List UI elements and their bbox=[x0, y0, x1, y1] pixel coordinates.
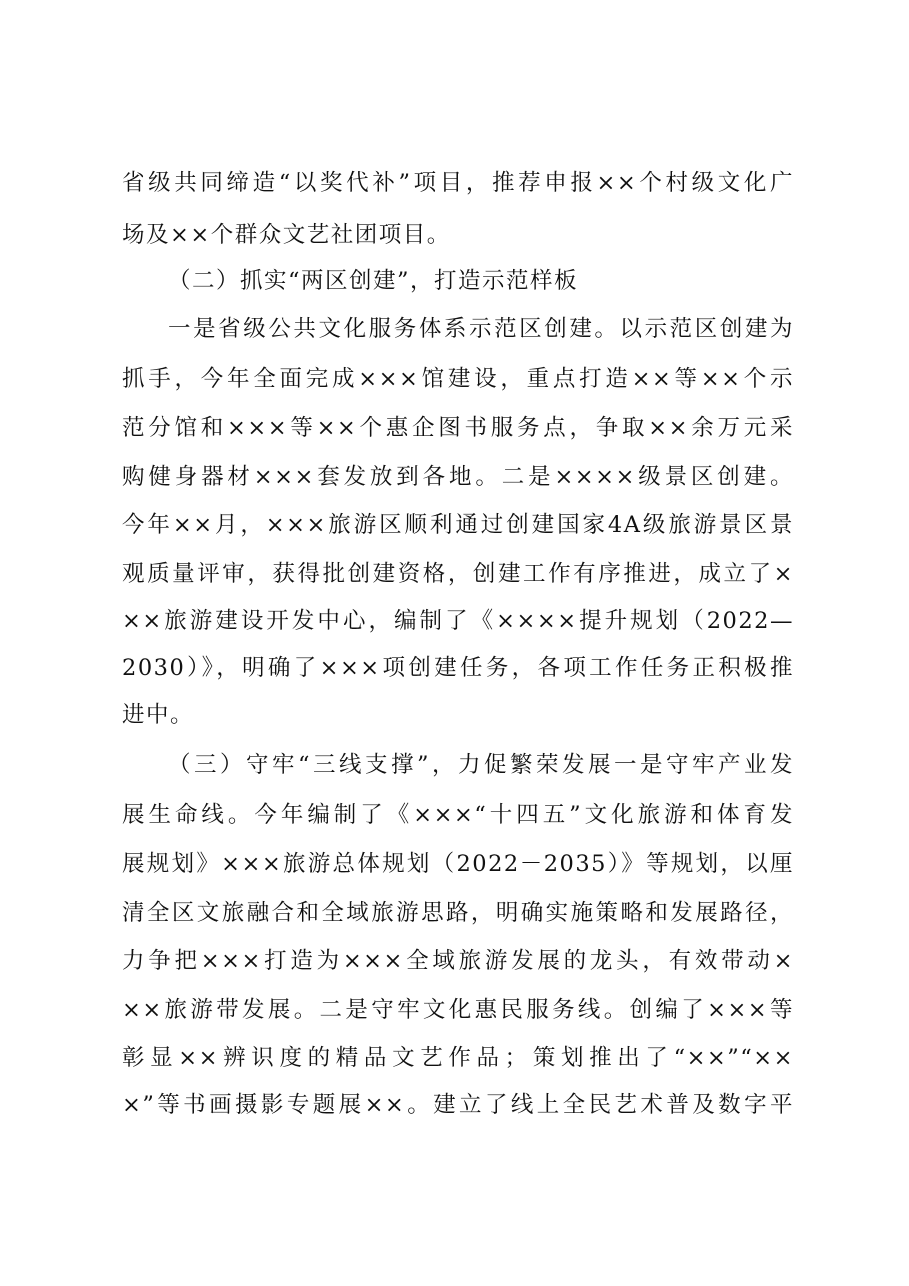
text-line-10: ××旅游建设开发中心，编制了《××××提升规划（2022— bbox=[122, 608, 794, 634]
text-line-16: 清全区文旅融合和全域旅游思路，明确实施策略和发展路径， bbox=[122, 900, 794, 926]
text-line-5: 抓手，今年全面完成×××馆建设，重点打造××等××个示 bbox=[122, 366, 794, 392]
text-line-1: 省级共同缔造“以奖代补”项目，推荐申报××个村级文化广 bbox=[122, 170, 794, 196]
text-line-2: 场及××个群众文艺社团项目。 bbox=[122, 222, 451, 248]
text-line-19: 彰显××辨识度的精品文艺作品；策划推出了“××”“×× bbox=[122, 1045, 794, 1071]
text-line-20: ×”等书画摄影专题展××。建立了线上全民艺术普及数字平 bbox=[122, 1092, 794, 1118]
text-line-9: 观质量评审，获得批创建资格，创建工作有序推进，成立了× bbox=[122, 561, 794, 587]
text-line-7: 购健身器材×××套发放到各地。二是××××级景区创建。 bbox=[122, 464, 794, 490]
text-line-14: 展生命线。今年编制了《×××“十四五”文化旅游和体育发 bbox=[122, 802, 794, 828]
section-heading-2: （二）抓实“两区创建”，打造示范样板 bbox=[168, 268, 579, 294]
text-line-4: 一是省级公共文化服务体系示范区创建。以示范区创建为 bbox=[168, 316, 794, 342]
text-line-8: 今年××月，×××旅游区顺利通过创建国家4A级旅游景区景 bbox=[122, 512, 794, 538]
text-line-12: 进中。 bbox=[122, 702, 195, 728]
text-line-17: 力争把×××打造为×××全域旅游发展的龙头，有效带动× bbox=[122, 948, 794, 974]
section-heading-3: （三）守牢“三线支撑”，力促繁荣发展一是守牢产业发 bbox=[168, 752, 794, 778]
text-line-15: 展规划》×××旅游总体规划（2022－2035）》等规划，以厘 bbox=[122, 851, 794, 877]
text-line-6: 范分馆和×××等××个惠企图书服务点，争取××余万元采 bbox=[122, 415, 794, 441]
text-line-18: ××旅游带发展。二是守牢文化惠民服务线。创编了×××等 bbox=[122, 997, 794, 1023]
text-line-11: 2030）》，明确了×××项创建任务，各项工作任务正积极推 bbox=[122, 655, 794, 681]
